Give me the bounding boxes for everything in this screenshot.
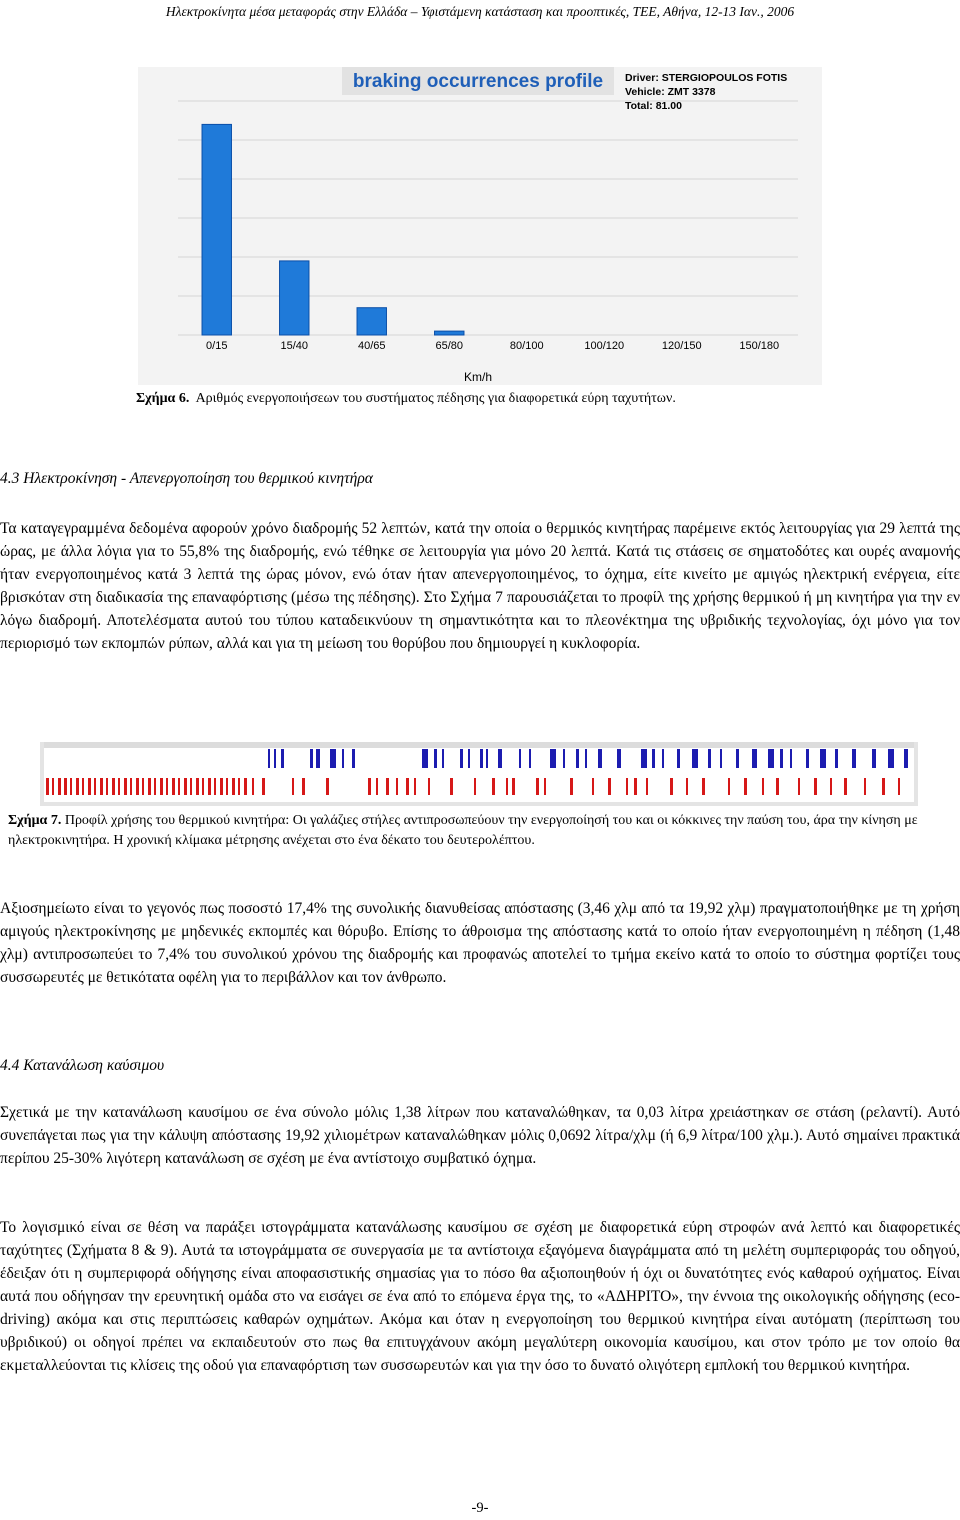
engine-on-stripe bbox=[550, 749, 556, 768]
section-4-4-paragraph-2: Το λογισμικό είναι σε θέση να παράξει ιστογράμματα κατανάλωσης καυσίμου σε σχέση με διαφορετικά εύρη στροφών ανά λεπτό και διαφορετικές ταχύτητες (Σχήματα 8 & 9). Αυτά τα ιστογράμματα σε συνεργασία με τα αντίστοιχα εξαγόμενα διαγράμματα από τη μελέτη συμπεριφοράς του οδηγού, έδειξαν ότι η συμπεριφορά οδήγησης είναι αποφασιστικής σημασίας για το πόσο θα αξιοποιηθούν ή όχι οι δυνατότητες ενός καθαρού οχήματος. Είναι αυτά που οδήγησαν την ερευνητική ομάδα στο να εισάγει σε ένα από το επόμενα έργα της, το «ΑΔΗΡΙΤΟ», την έννοια της οικολογικής οδήγησης (eco-driving) ακόμα και στις περιπτώσεις καθαρών οχημάτων. Ακόμα και όταν η ενεργοποίηση του θερμικού κινητήρα είναι αυτόματη (περίπτωση του υβριδικού) οι οδηγοί πρέπει να εκπαιδευτούν στο πως θα επιτυγχάνουν ακόμη μεγαλύτερη οικονομία καυσίμου, και στον τρόπο με τον οποίο θα εκμεταλλεύονται τις κλίσεις της οδού για επαναφόρτιση των συσσωρευτών και για την όσο το δυνατό ολιγότερη εμπλοκή του θερμικού κινητήρα. bbox=[0, 1219, 960, 1374]
figure7-caption bbox=[8, 811, 958, 851]
engine-on-stripe bbox=[422, 749, 428, 768]
engine-on-stripe bbox=[736, 749, 739, 768]
section-4-4-title: 4.4 Κατανάλωση καύσιμου bbox=[0, 1057, 165, 1074]
engine-off-stripe bbox=[686, 778, 688, 795]
engine-off-stripe bbox=[592, 778, 594, 795]
engine-off-stripe bbox=[100, 778, 103, 795]
running-header: Ηλεκτροκίνητα μέσα μεταφοράς στην Ελλάδα – Υφιστάμενη κατάσταση και προοπτικές, ΤΕΕ, Αθήνα, 12-13 Ιαν., 2006 bbox=[165, 4, 795, 19]
engine-off-stripe bbox=[88, 778, 91, 795]
engine-on-stripe bbox=[498, 749, 502, 768]
engine-off-stripe bbox=[46, 778, 49, 795]
engine-off-stripe bbox=[368, 778, 371, 795]
engine-off-stripe bbox=[58, 778, 61, 795]
engine-off-stripe bbox=[232, 778, 235, 795]
engine-off-stripe bbox=[776, 778, 779, 795]
engine-off-stripe bbox=[428, 778, 430, 795]
page-number: -9- bbox=[471, 1500, 489, 1516]
engine-off-stripe bbox=[94, 778, 96, 795]
engine-on-stripe bbox=[780, 749, 783, 768]
engine-off-stripe bbox=[190, 778, 192, 795]
engine-off-stripe bbox=[406, 778, 409, 795]
engine-off-stripe bbox=[608, 778, 611, 795]
chart-vehicle: Vehicle: ZMT 3378 bbox=[625, 86, 716, 98]
engine-off-stripe bbox=[172, 778, 175, 795]
engine-off-stripe bbox=[744, 778, 747, 795]
engine-off-stripe bbox=[646, 778, 648, 795]
engine-off-stripe bbox=[166, 778, 168, 795]
engine-on-stripe bbox=[576, 749, 579, 768]
engine-on-stripe bbox=[662, 749, 664, 768]
engine-off-stripe bbox=[326, 778, 329, 795]
engine-on-stripe bbox=[677, 749, 680, 768]
x-tick-label: 0/15 bbox=[206, 340, 228, 352]
x-tick-label: 80/100 bbox=[509, 340, 544, 352]
engine-off-stripe bbox=[376, 778, 378, 795]
section-4-3-title: 4.3 Ηλεκτροκίνηση - Απενεργοποίηση του θερμικού κινητήρα bbox=[0, 470, 373, 487]
x-tick-label: 100/120 bbox=[584, 340, 625, 352]
engine-on-stripe bbox=[563, 749, 565, 768]
engine-off-stripe bbox=[178, 778, 180, 795]
engine-on-stripe bbox=[468, 749, 470, 768]
engine-on-stripe bbox=[820, 749, 826, 768]
bar-15-40 bbox=[280, 261, 309, 335]
engine-off-stripe bbox=[882, 778, 885, 795]
engine-off-stripe bbox=[898, 778, 900, 795]
engine-on-stripe bbox=[617, 749, 621, 768]
engine-on-stripe bbox=[519, 749, 521, 768]
engine-off-stripe bbox=[536, 778, 539, 795]
engine-on-stripe bbox=[480, 749, 483, 768]
engine-off-stripe bbox=[52, 778, 54, 795]
paragraph-distance: Αξιοσημείωτο είναι το γεγονός πως ποσοστό 17,4% της συνολικής διανυθείσας απόστασης (3,46 χλμ από τα 19,92 χλμ) πραγματοποιήθηκε με τη χρήση αμιγούς ηλεκτροκίνησης με μηδενικές εκπομπές και θόρυβο. Επίσης το άθροισμα της απόστασης κατά το οποίο ήταν ενεργοποιημένη η πέδηση (1,48 χλμ) αντιπροσωπεύει το 7,4% του συνολικού χρόνου της διαδρομής και προφανώς αποτελεί το τμήμα εκείνο κατά το οποίο το σύστημα φορτίζει τους συσσωρευτές με θετικότατα οφέλη για το περιβάλλον και τον άνθρωπο. bbox=[0, 900, 960, 986]
x-tick-label: 15/40 bbox=[280, 340, 309, 352]
engine-on-stripe bbox=[708, 749, 711, 768]
engine-on-stripe bbox=[720, 749, 722, 768]
braking-profile-chart bbox=[138, 67, 822, 385]
engine-off-stripe bbox=[160, 778, 163, 795]
engine-on-stripe bbox=[274, 749, 276, 768]
engine-off-stripe bbox=[106, 778, 108, 795]
figure6-caption-text: Αριθμός ενεργοποιήσεων του συστήματος πέδησης για διαφορετικά εύρη ταχυτήτων. bbox=[195, 391, 676, 406]
x-tick-label: 120/150 bbox=[661, 340, 702, 352]
engine-on-stripe bbox=[598, 749, 602, 768]
engine-on-stripe bbox=[768, 749, 774, 768]
engine-off-stripe bbox=[396, 778, 398, 795]
engine-on-stripe bbox=[752, 749, 757, 768]
bar-65-80 bbox=[435, 331, 464, 335]
chart-title: braking occurrences profile bbox=[352, 71, 604, 92]
engine-on-stripe bbox=[904, 749, 908, 768]
engine-on-stripe bbox=[692, 749, 698, 768]
engine-off-stripe bbox=[474, 778, 476, 795]
engine-on-stripe bbox=[806, 749, 809, 768]
chart-panel bbox=[138, 67, 822, 385]
engine-off-stripe bbox=[124, 778, 127, 795]
chart-total: Total: 81.00 bbox=[625, 100, 682, 112]
engine-on-stripe bbox=[268, 749, 270, 768]
engine-on-stripe bbox=[529, 749, 531, 768]
engine-off-stripe bbox=[154, 778, 156, 795]
engine-on-stripe bbox=[641, 749, 647, 768]
engine-off-stripe bbox=[450, 778, 453, 795]
engine-on-stripe bbox=[486, 749, 488, 768]
engine-off-stripe bbox=[634, 778, 637, 795]
engine-off-stripe bbox=[798, 778, 800, 795]
engine-off-stripe bbox=[292, 778, 294, 795]
engine-on-stripe bbox=[888, 749, 894, 768]
engine-on-stripe bbox=[872, 749, 876, 768]
engine-off-stripe bbox=[196, 778, 199, 795]
engine-off-stripe bbox=[414, 778, 416, 795]
engine-off-stripe bbox=[130, 778, 132, 795]
engine-off-stripe bbox=[626, 778, 628, 795]
engine-off-stripe bbox=[244, 778, 247, 795]
engine-on-stripe bbox=[652, 749, 655, 768]
figure7-caption-label: Σχήμα 7. bbox=[8, 813, 62, 828]
engine-off-stripe bbox=[82, 778, 84, 795]
engine-off-stripe bbox=[220, 778, 223, 795]
engine-on-stripe bbox=[316, 749, 320, 768]
engine-off-stripe bbox=[544, 778, 546, 795]
engine-off-stripe bbox=[238, 778, 240, 795]
engine-off-stripe bbox=[512, 778, 515, 795]
engine-off-stripe bbox=[844, 778, 847, 795]
engine-on-stripe bbox=[852, 749, 856, 768]
profile-top-strip bbox=[44, 742, 914, 748]
engine-off-stripe bbox=[148, 778, 151, 795]
engine-off-stripe bbox=[202, 778, 204, 795]
x-tick-label: 40/65 bbox=[357, 340, 386, 352]
engine-off-stripe bbox=[492, 778, 495, 795]
engine-off-stripe bbox=[226, 778, 228, 795]
engine-off-stripe bbox=[830, 778, 832, 795]
engine-off-stripe bbox=[214, 778, 216, 795]
engine-on-stripe bbox=[330, 749, 336, 768]
x-tick-label: 65/80 bbox=[435, 340, 464, 352]
engine-off-stripe bbox=[184, 778, 187, 795]
engine-off-stripe bbox=[70, 778, 72, 795]
engine-on-stripe bbox=[835, 749, 838, 768]
engine-off-stripe bbox=[386, 778, 389, 795]
figure6-caption-label: Σχήμα 6. bbox=[136, 391, 190, 406]
engine-off-stripe bbox=[702, 778, 705, 795]
engine-off-stripe bbox=[76, 778, 79, 795]
engine-off-stripe bbox=[728, 778, 730, 795]
engine-off-stripe bbox=[208, 778, 211, 795]
engine-off-stripe bbox=[570, 778, 573, 795]
chart-driver: Driver: STERGIOPOULOS FOTIS bbox=[625, 72, 788, 84]
engine-off-stripe bbox=[814, 778, 817, 795]
engine-off-stripe bbox=[506, 778, 508, 795]
engine-off-stripe bbox=[262, 778, 265, 795]
engine-off-stripe bbox=[112, 778, 115, 795]
engine-on-stripe bbox=[790, 749, 792, 768]
engine-on-stripe bbox=[434, 749, 437, 768]
engine-on-stripe bbox=[342, 749, 344, 768]
section-4-4-paragraph-1: Σχετικά με την κατανάλωση καυσίμου σε ένα σύνολο μόλις 1,38 λίτρων που καταναλώθηκαν, τα 0,03 λίτρα χρειάστηκαν σε στάση (ρελαντί). Αυτό συνεπάγεται πως για την κάλυψη απόστασης 19,92 χιλιομέτρων καταναλώθηκαν μόλις 0,0692 λίτρα/χλμ (ή 6,9 λίτρα/100 χλμ.). Αυτό σημαίνει πρακτικά περίπου 25-30% λιγότερη κατανάλωση σε σχέση με ένα αντίστοιχο συμβατικό όχημα. bbox=[0, 1104, 960, 1167]
engine-on-stripe bbox=[460, 749, 463, 768]
engine-off-stripe bbox=[252, 778, 254, 795]
chart-x-axis-label: Km/h bbox=[463, 370, 493, 384]
bar-0-15 bbox=[202, 124, 231, 335]
engine-usage-profile bbox=[40, 742, 918, 806]
engine-off-stripe bbox=[118, 778, 120, 795]
engine-off-stripe bbox=[864, 778, 866, 795]
engine-on-stripe bbox=[310, 749, 313, 768]
engine-off-stripe bbox=[64, 778, 67, 795]
bar-40-65 bbox=[357, 308, 386, 335]
engine-on-stripe bbox=[585, 749, 587, 768]
x-tick-label: 150/180 bbox=[739, 340, 780, 352]
engine-on-stripe bbox=[352, 749, 355, 768]
section-4-3-paragraph: Τα καταγεγραμμένα δεδομένα αφορούν χρόνο διαδρομής 52 λεπτών, κατά την οποία ο θερμικός κινητήρας παρέμεινε εκτός λειτουργίας για 29 λεπτά της ώρας, με άλλα λόγια για το 55,8% της διαδρομής, ενώ τέθηκε σε λειτουργία για μόνο 20 λεπτά. Κατά τις στάσεις σε σηματοδότες και ουρές αναμονής ήταν ενεργοποιημένος κατά 3 λεπτά της ώρας μόνον, ενώ όταν ήταν απενεργοποιημένος, το όχημα, είτε κινείτο με αμιγώς ηλεκτρική ενέργεια, είτε βρισκόταν στη διαδικασία της επαναφόρτισης (μέσω της πέδησης). Στο Σχήμα 7 παρουσιάζεται το προφίλ της χρήσης θερμικού ή μη κινητήρα για την εν λόγω διαδρομή. Αποτελέσματα αυτού του τύπου καταδεικνύουν τη σημαντικότητα και το πλεονέκτημα της υβριδικής τεχνολογίας, όχι μόνο για τον περιορισμό των εκπομπών ρύπων, αλλά και για τη μείωση του θορύβου που δημιουργεί η κυκλοφορία. bbox=[0, 520, 960, 652]
engine-off-stripe bbox=[762, 778, 764, 795]
engine-off-stripe bbox=[142, 778, 144, 795]
engine-off-stripe bbox=[670, 778, 673, 795]
figure7-caption-text: Προφίλ χρήσης του θερμικού κινητήρα: Οι γαλάζιες στήλες αντιπροσωπεύουν την ενεργοποίησή του και οι κόκκινες την παύση του, άρα την κίνηση με ηλεκτροκινητήρα. Η χρονική κλίμακα μέτρησης ανέχεται στο ένα δέκατο του δευτερολέπτου. bbox=[8, 813, 918, 848]
engine-off-stripe bbox=[136, 778, 139, 795]
figure6-caption bbox=[136, 391, 676, 407]
engine-on-stripe bbox=[442, 749, 444, 768]
engine-on-stripe bbox=[281, 749, 284, 768]
engine-off-stripe bbox=[302, 778, 305, 795]
